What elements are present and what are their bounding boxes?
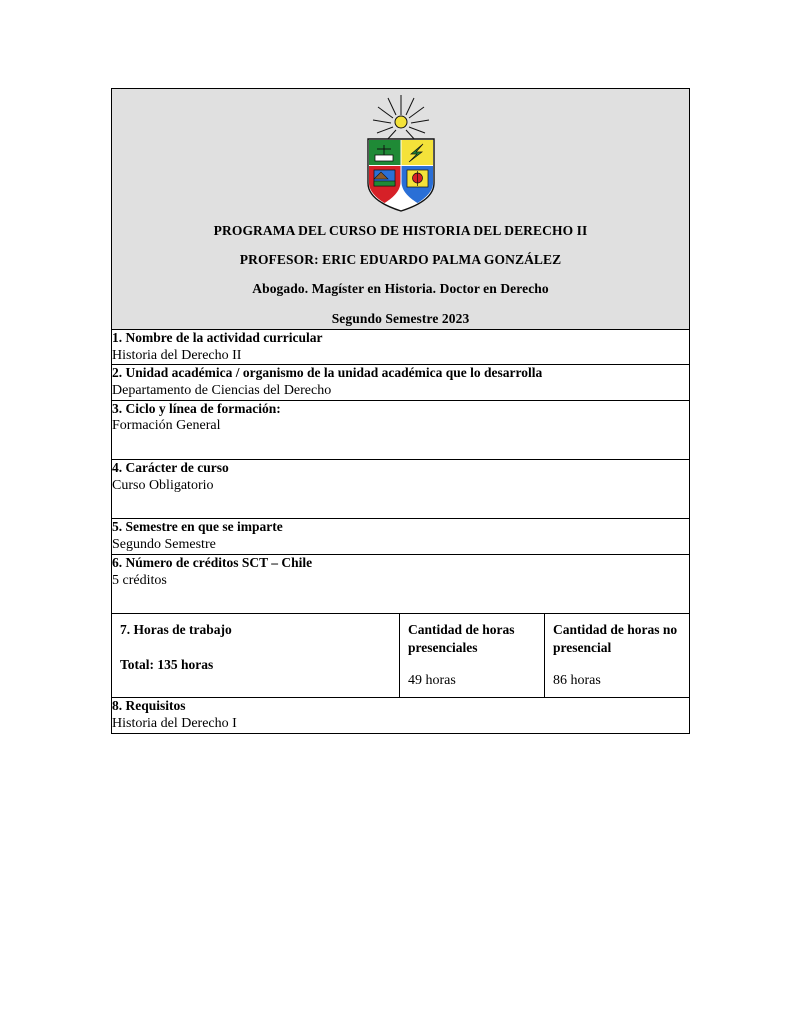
table-row-section-6-label [112, 554, 690, 571]
hours-label: 7. Horas de trabajo [120, 622, 232, 637]
table-row-section-2-value [112, 382, 690, 400]
table-row-section-1-value [112, 347, 690, 365]
hours-no-presencial-header: Cantidad de horas no presencial [553, 622, 678, 656]
header-title-line-1: PROGRAMA DEL CURSO DE HISTORIA DEL DERECHO II [213, 223, 588, 238]
section-8-value: Historia del Derecho I [112, 715, 690, 733]
section-4-label: 4. Carácter de curso [112, 459, 690, 476]
section-1-value: Historia del Derecho II [112, 347, 690, 365]
table-row-section-8-value [112, 715, 690, 733]
header-title-line-3: Abogado. Magíster en Historia. Doctor en Derecho [252, 281, 549, 297]
table-row-section-5-value [112, 536, 690, 554]
table-row-section-3-label [112, 400, 690, 417]
table-row-header [112, 89, 690, 330]
section-5-label: 5. Semestre en que se imparte [112, 519, 690, 536]
table-row-section-1-label [112, 329, 690, 346]
crest-container [112, 89, 689, 223]
hours-work-cell [112, 614, 400, 698]
section-2-label: 2. Unidad académica / organismo de la unidad académica que lo desarrolla [112, 365, 690, 382]
section-3-value: Formación General [112, 417, 690, 459]
section-4-value: Curso Obligatorio [112, 477, 690, 519]
table-row-section-4-value [112, 477, 690, 519]
hours-presencial-cell [400, 614, 545, 698]
section-8-label: 8. Requisitos [112, 698, 690, 715]
course-program-table [111, 88, 690, 734]
hours-no-presencial-value: 86 horas [553, 673, 601, 689]
section-5-value: Segundo Semestre [112, 536, 690, 554]
table-row-section-6-value [112, 572, 690, 614]
hours-presencial-header: Cantidad de horas presenciales [408, 622, 515, 656]
universidad-de-chile-coat-of-arms-icon [358, 93, 444, 213]
section-2-value: Departamento de Ciencias del Derecho [112, 382, 690, 400]
document-header [112, 89, 690, 330]
section-6-label: 6. Número de créditos SCT – Chile [112, 554, 690, 571]
section-1-label: 1. Nombre de la actividad curricular [112, 329, 690, 346]
table-row-section-2-label [112, 365, 690, 382]
hours-total: Total: 135 horas [120, 656, 214, 672]
table-row-section-7 [112, 614, 690, 698]
table-row-section-8-label [112, 698, 690, 715]
hours-no-presencial-cell [545, 614, 690, 698]
table-row-section-3-value [112, 417, 690, 459]
header-title-line-2: PROFESOR: ERIC EDUARDO PALMA GONZÁLEZ [239, 252, 562, 268]
hours-presencial-value: 49 horas [408, 673, 456, 689]
table-row-section-4-label [112, 459, 690, 476]
header-title-line-4: Segundo Semestre 2023 [331, 310, 470, 326]
table-row-section-5-label [112, 519, 690, 536]
section-6-value: 5 créditos [112, 572, 690, 614]
section-3-label: 3. Ciclo y línea de formación: [112, 400, 690, 417]
